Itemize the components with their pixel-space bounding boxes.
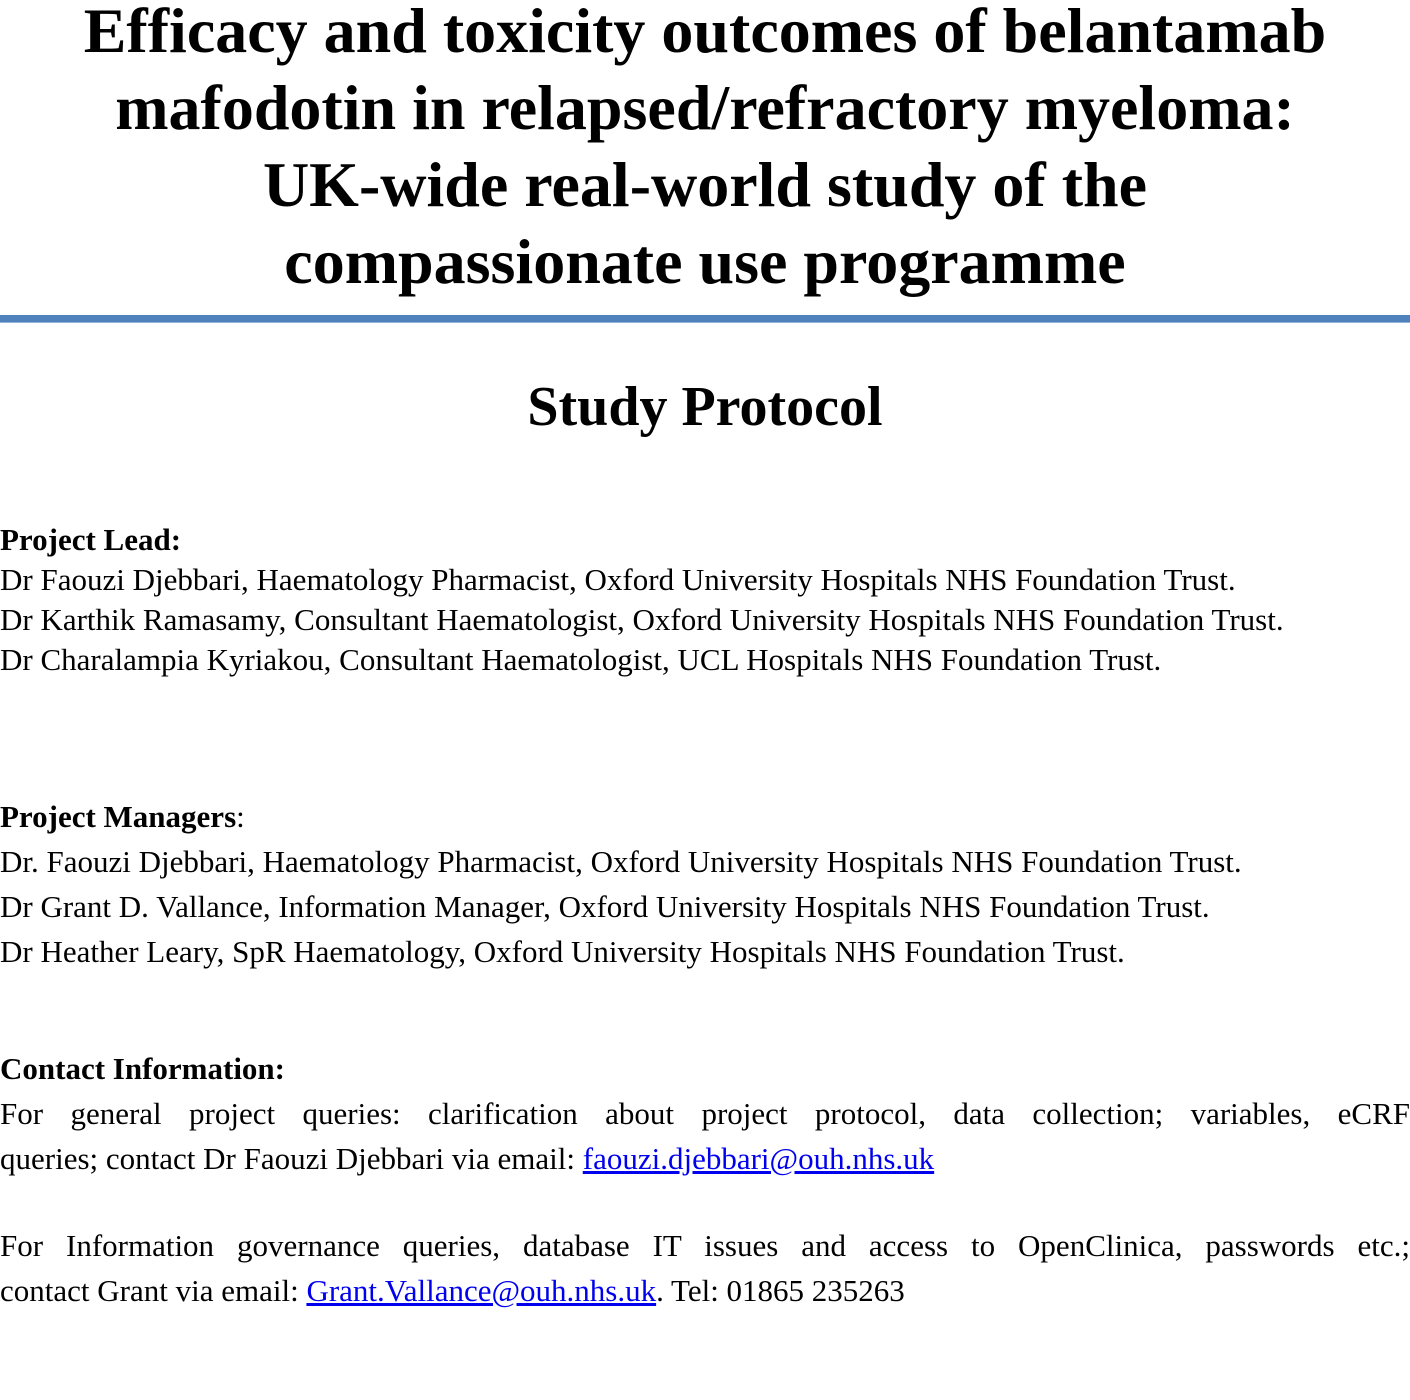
title-line-1: Efficacy and toxicity outcomes of belantamab [83,0,1327,66]
project-managers-heading-text: Project Managers [0,799,237,834]
project-lead-member: Dr Charalampia Kyriakou, Consultant Haematologist, UCL Hospitals NHS Foundation Trust. [0,642,1162,677]
contact-para2-line1: For Information governance queries, database IT issues and access to OpenClinica, passwords etc.; [0,1228,1410,1263]
section-project-lead [0,520,1410,680]
title-line-4: compassionate use programme [284,226,1126,297]
contact-paragraph-governance [0,1223,1410,1313]
contact-para1-line2-text: queries; contact Dr Faouzi Djebbari via email: [0,1141,583,1176]
title-line-3: UK-wide real-world study of the [262,149,1148,220]
project-managers-heading [0,794,1410,839]
document-title [0,0,1410,300]
contact-para2-line2-text: contact Grant via email: [0,1273,307,1308]
contact-phone-text: . Tel: 01865 235263 [656,1273,905,1308]
contact-para1-line1: For general project queries: clarification about project protocol, data collection; variables, eCRF [0,1096,1410,1131]
title-line-2: mafodotin in relapsed/refractory myeloma: [115,72,1295,143]
section-project-managers [0,794,1410,974]
contact-para1-line2 [0,1136,1410,1181]
contact-information-heading: Contact Information: [0,1051,285,1086]
project-manager-member: Dr Grant D. Vallance, Information Manager, Oxford University Hospitals NHS Foundation Trust. [0,889,1210,924]
project-lead-member: Dr Faouzi Djebbari, Haematology Pharmacist, Oxford University Hospitals NHS Foundation Trust. [0,562,1236,597]
contact-paragraph-general [0,1091,1410,1181]
grant-email-link[interactable]: Grant.Vallance@ouh.nhs.uk [306,1273,657,1308]
project-lead-heading: Project Lead: [0,522,182,557]
project-manager-member: Dr. Faouzi Djebbari, Haematology Pharmacist, Oxford University Hospitals NHS Foundation Trust. [0,844,1242,879]
project-manager-member: Dr Heather Leary, SpR Haematology, Oxford University Hospitals NHS Foundation Trust. [0,934,1125,969]
project-managers-heading-colon: : [236,799,245,834]
faouzi-email-link[interactable]: faouzi.djebbari@ouh.nhs.uk [582,1141,935,1176]
project-lead-member: Dr Karthik Ramasamy, Consultant Haematologist, Oxford University Hospitals NHS Foundation Trust. [0,602,1284,637]
study-protocol-heading: Study Protocol [527,376,883,438]
section-contact-information [0,1046,1410,1313]
title-divider-rule [0,315,1410,323]
contact-para2-line2 [0,1268,1410,1313]
